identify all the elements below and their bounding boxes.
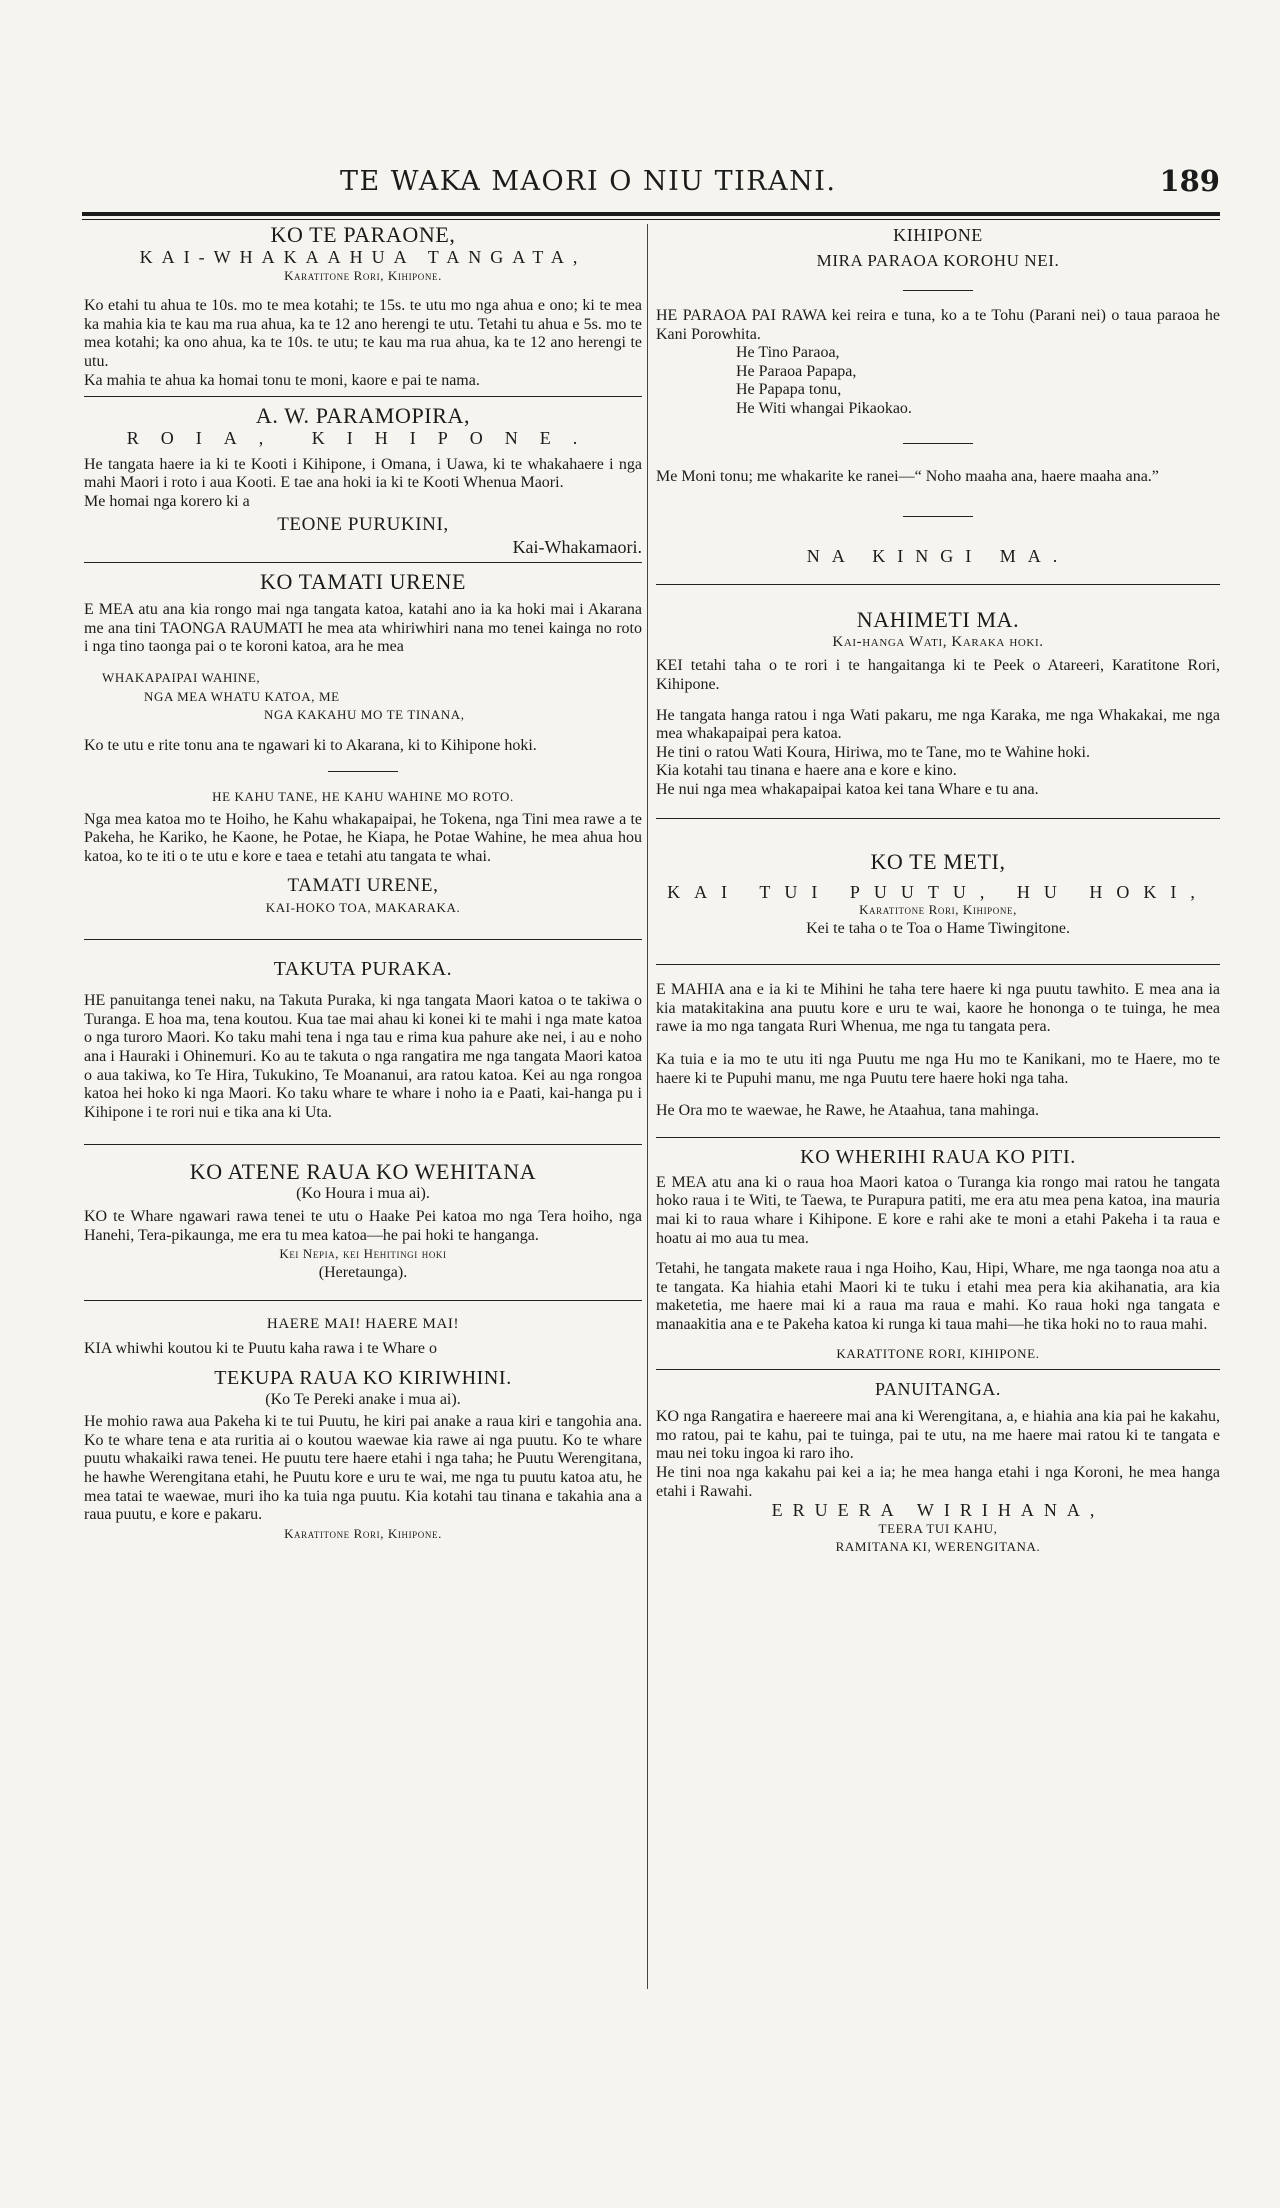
ad-divider [84, 939, 642, 940]
ad-subheading: TEKUPA RAUA KO KIRIWHINI. [214, 1366, 512, 1389]
ad-subheading-note: (Ko Te Pereki anake i mua ai). [265, 1390, 461, 1408]
running-header [340, 160, 1220, 204]
ad-list-line: NGA KAKAHU MO TE TINANA, [264, 707, 465, 723]
ad-list-line: NGA MEA WHATU KATOA, ME [144, 688, 340, 704]
column-divider [647, 224, 648, 1989]
ad-body: He mohio rawa aua Pakeha ki te tui Puutu, he kiri pai anake a raua kiri e tangohia ana. Ko te whare tena e ata ruritia ai o koutou waewae kia rawe ai nga puutu. Ko te whare puutu whakaiki rawa tenei. He puutu tere haere etahi i nga taha; he Puutu Werengitana, he hawhe Werengitana etahi, he Puutu kore e uru te wai, me nga tu puutu katoa atu, he mea tatai te waewae, muri iho ka tuia nga puutu. Kia kotahi tau tinana e takahia ana a raua puutu, e kore e pakaru. [84, 1413, 642, 1524]
ad-list-line: He Paraoa Papapa, [736, 362, 857, 380]
short-rule [328, 771, 398, 772]
ad-divider [84, 562, 642, 563]
ad-body: Ko etahi tu ahua te 10s. mo te mea kotahi; te 15s. te utu mo nga ahua e ono; ki te mea ka mahia kia te kau ma rua ahua, ka te 12 ano herengi te utu. Tetahi tu ahua e 5s. mo te mea kotahi; ka ono ahua, ka te 10s. te utu; te kau ma rua ahua, ka te 12 ano herengi te utu. [84, 297, 642, 370]
ad-list-line: WHAKAPAIPAI WAHINE, [102, 669, 261, 685]
ad-heading: PANUITANGA. [875, 1379, 1001, 1400]
ad-body: He tini o ratou Wati Koura, Hiriwa, mo te Tane, mo te Wahine hoki. [656, 743, 1090, 761]
ad-signature: TEONE PURUKINI, [277, 513, 449, 535]
ad-werihi [656, 1144, 1220, 1363]
ad-subheading: MIRA PARAOA KOROHU NEI. [816, 251, 1060, 270]
ad-nahimeti [656, 607, 1220, 800]
ad-paraone [84, 222, 642, 390]
ad-heading: KO ATENE RAUA KO WEHITANA [189, 1159, 537, 1185]
ad-body: He tangata hanga ratou i nga Wati pakaru, me nga Karaka, me nga Whakakai, me nga mea whakapaipai pera katoa. [656, 706, 1220, 743]
ad-body: He nui nga mea whakapaipai katoa kei tana Whare e tu ana. [656, 780, 1039, 798]
header-rule-thin [82, 219, 1220, 220]
ad-body: KEI tetahi taha o te rori i te hangaitanga ki te Peek o Atareeri, Karatitone Rori, Kihipone. [656, 657, 1220, 693]
left-column [84, 222, 642, 1543]
ad-body: HE PARAOA PAI RAWA kei reira e tuna, ko a te Tohu (Parani nei) o taua paraoa he Kani Porowhita. [656, 307, 1220, 343]
short-rule [903, 516, 973, 517]
ad-subheading: KAI TUI PUUTU, HU HOKI, [667, 881, 1209, 902]
ad-takuta [84, 956, 642, 1122]
ad-tamati [84, 569, 642, 917]
header-rule [82, 212, 1220, 216]
page-number: 189 [1159, 164, 1220, 198]
ad-signature-address: RAMITANA KI, WERENGITANA. [835, 1539, 1041, 1555]
ad-body: He tini noa nga kakahu pai kei a ia; he mea hanga etahi i nga Koroni, he mea hanga etahi i Rawahi. [656, 1463, 1220, 1500]
ad-lead: KIA whiwhi koutou ki te Puutu kaha rawa i te Whare o [84, 1339, 437, 1357]
ad-kihipone [656, 222, 1220, 517]
ad-address: Karatitone Rori, Kihipone. [284, 267, 442, 283]
ad-body: Tetahi, he tangata makete raua i nga Hoiho, Kau, Hipi, Whare, me nga taonga noa atu a te tangata. Ka hiahia etahi Maori ki te tuku i etahi mea pera kia akihanatia, ara kia maketetia, me haere mai ki a raua ma raua e mahi. Ko raua hoki nga tangata e manaakitia ana e te Pakeha katoa ki runga ki taua mahi—he tika hoki no to raua mahi. [656, 1260, 1220, 1333]
ad-divider [84, 1300, 642, 1301]
ad-divider [656, 964, 1220, 965]
ad-subheading: HE KAHU TANE, HE KAHU WAHINE MO ROTO. [212, 789, 514, 805]
ad-body: E MEA atu ana kia rongo mai nga tangata katoa, katahi ano ia ka hoki mai i Akarana me ana tini TAONGA RAUMATI he mea ata whiriwhiri nana mo tenei kainga no roto i nga tino taonga pai o te koroni katoa, ara he mea [84, 601, 642, 656]
short-rule [903, 290, 973, 291]
ad-paramopira [84, 403, 642, 556]
ad-body: Ko te utu e rite tonu ana te ngawari ki to Akarana, ki to Kihipone hoki. [84, 736, 537, 754]
ad-body: He Ora mo te waewae, he Rawe, he Ataahua, tana mahinga. [656, 1102, 1039, 1120]
ad-heading: KIHIPONE [893, 225, 983, 245]
ad-list-line: He Witi whangai Pikaokao. [736, 399, 912, 417]
ad-subheading: Kai-hanga Wati, Karaka hoki. [832, 633, 1044, 650]
ad-heading: A. W. PARAMOPIRA, [255, 403, 471, 429]
ad-subheading: (Ko Houra i mua ai). [296, 1185, 430, 1203]
ad-signature: TAMATI URENE, [287, 874, 439, 896]
ad-body: E MEA atu ana ki o raua hoa Maori katoa o Turanga kia rongo mai ratou he tangata hoko raua i te Witi, te Taewa, te Purapura patiti, me era atu mea pena katoa, ina mauria mai ki to raua whare i Kihipone. E kore e rahi ake te moni a etahi Pakeha i ta raua e hoatu ai mo aua tu mea. [656, 1173, 1220, 1247]
ad-body: KO nga Rangatira e haereere mai ana ki Werengitana, a, e hiahia ana kia pai he kakahu, mo ratou, pai te kahu, pai te tuinga, pai te utu, na me haere mai ratou ki te tangata e mau nei toku ingoa ki raro iho. [656, 1408, 1220, 1463]
ad-signature: Karatitone Rori, Kihipone. [284, 1525, 442, 1541]
ad-subheading: KAI-WHAKAAHUA TANGATA, [139, 247, 587, 267]
ad-body: HE panuitanga tenei naku, na Takuta Puraka, ki nga tangata Maori katoa o te takiwa o Turanga. E hoa ma, tena koutou. Kua tae mai ahau ki konei ki te mahi i nga mate katoa o nga turoro Maori. Ko taku mahi tena i nga tau e rima kua pahure ake nei, i au e noho ana i Hauraki i Ohinemuri. Ko au te takuta o nga rangatira me nga tangata Maori katoa o aua takiwa, ko Te Hira, Tukukino, Te Moananui, ara ratou katoa. Kei au nga rongoa katoa hei hoko ki nga Maori. Ko taku whare te whare i noho ia e Paati, kai-hanga pu i Kihipone i te rori nui e tika ana ki Uta. [84, 992, 642, 1121]
ad-signature-title: TEERA TUI KAHU, [878, 1520, 998, 1536]
ad-signature: ERUERA WIRIHANA, [771, 1500, 1105, 1521]
ad-heading: NAHIMETI MA. [856, 606, 1020, 632]
ad-heading: KO WHERIHI RAUA KO PITI. [800, 1145, 1076, 1168]
ad-divider [656, 1137, 1220, 1138]
ad-body: Me homai nga korero ki a [84, 492, 250, 510]
ad-divider [656, 818, 1220, 819]
newspaper-title: TE WAKA MAORI O NIU TIRANI. [340, 166, 837, 197]
ad-body: Ka tuia e ia mo te utu iti nga Puutu me nga Hu mo te Kanikani, mo te Haere, mo te haere ki te Pupuhi manu, me nga Puutu tere haere hoki nga taha. [656, 1051, 1220, 1087]
ad-body: He tangata haere ia ki te Kooti i Kihipone, i Omana, i Uawa, ki te whakahaere i nga mahi Maori i roto i aua Kooti. E tae ana hoki ia ki te Kooti Whenua Maori. [84, 455, 642, 492]
ad-atene [84, 1159, 642, 1282]
ad-body: KO te Whare ngawari rawa tenei te utu o Haake Pei katoa mo nga Tera hoiho, nga Hanehi, Tera-pikaunga, me era tu mea katoa—he pai hoki te hanganga. [84, 1208, 642, 1244]
ad-kiriwhini [84, 1315, 642, 1543]
ad-signature: Kei Nepia, kei Hehitingi hoki [279, 1246, 447, 1262]
ad-heading: HAERE MAI! HAERE MAI! [266, 1316, 460, 1333]
ad-divider [84, 396, 642, 397]
ad-signature-title: KAI-HOKO TOA, MAKARAKA. [265, 899, 461, 915]
ad-meti [656, 849, 1220, 1121]
ad-body: Kia kotahi tau tinana e haere ana e kore e kino. [656, 762, 957, 780]
ad-kingi [656, 547, 1220, 566]
ad-subheading: ROIA, KIHIPONE. [126, 428, 600, 449]
ad-list-line: He Tino Paraoa, [736, 344, 840, 362]
ad-address-note: Kei te taha o te Toa o Hame Tiwingitone. [806, 919, 1070, 937]
ad-heading: TAKUTA PURAKA. [273, 958, 453, 981]
right-column [656, 222, 1220, 1557]
ad-signature-title: (Heretaunga). [318, 1263, 408, 1281]
ad-signature-title: Kai-Whakamaori. [512, 536, 642, 557]
ad-heading: NA KINGI MA. [806, 546, 1070, 567]
ad-body: E MAHIA ana e ia ki te Mihini he taha tere haere ki nga puutu tawhito. E mea ana ia kia matakitakina ana puutu kore e uru te wai, kaore he hononga o te tuinga, he mea rawe ia mo nga tangata Ruri Whenua, me nga tu tangata pera. [656, 981, 1220, 1036]
ad-list-line: He Papapa tonu, [736, 381, 842, 399]
ad-body: Me Moni tonu; me whakarite ke ranei—“ Noho maaha ana, haere maaha ana.” [656, 467, 1159, 485]
ad-address: Karatitone Rori, Kihipone, [859, 902, 1017, 918]
short-rule [903, 443, 973, 444]
ad-body: Ka mahia te ahua ka homai tonu te moni, kaore e pai te nama. [84, 371, 480, 389]
ad-panuitanga [656, 1376, 1220, 1557]
ad-divider [656, 1369, 1220, 1370]
ad-heading: KO TE PARAONE, [270, 222, 456, 247]
ad-heading: KO TE METI, [870, 848, 1006, 874]
ad-heading: KO TAMATI URENE [259, 569, 467, 595]
ad-divider [656, 584, 1220, 585]
ad-body: Nga mea katoa mo te Hoiho, he Kahu whakapaipai, he Tokena, nga Tini mea rawe a te Pakeha, he Kariko, he Kaone, he Potae, he Kiapa, he Potae Wahine, he mea ahua hou katoa, ko te iti o te utu e kore e taea e tetahi atu tangata te whai. [84, 810, 642, 866]
ad-divider [84, 1144, 642, 1145]
ad-signature: KARATITONE RORI, KIHIPONE. [836, 1345, 1040, 1361]
